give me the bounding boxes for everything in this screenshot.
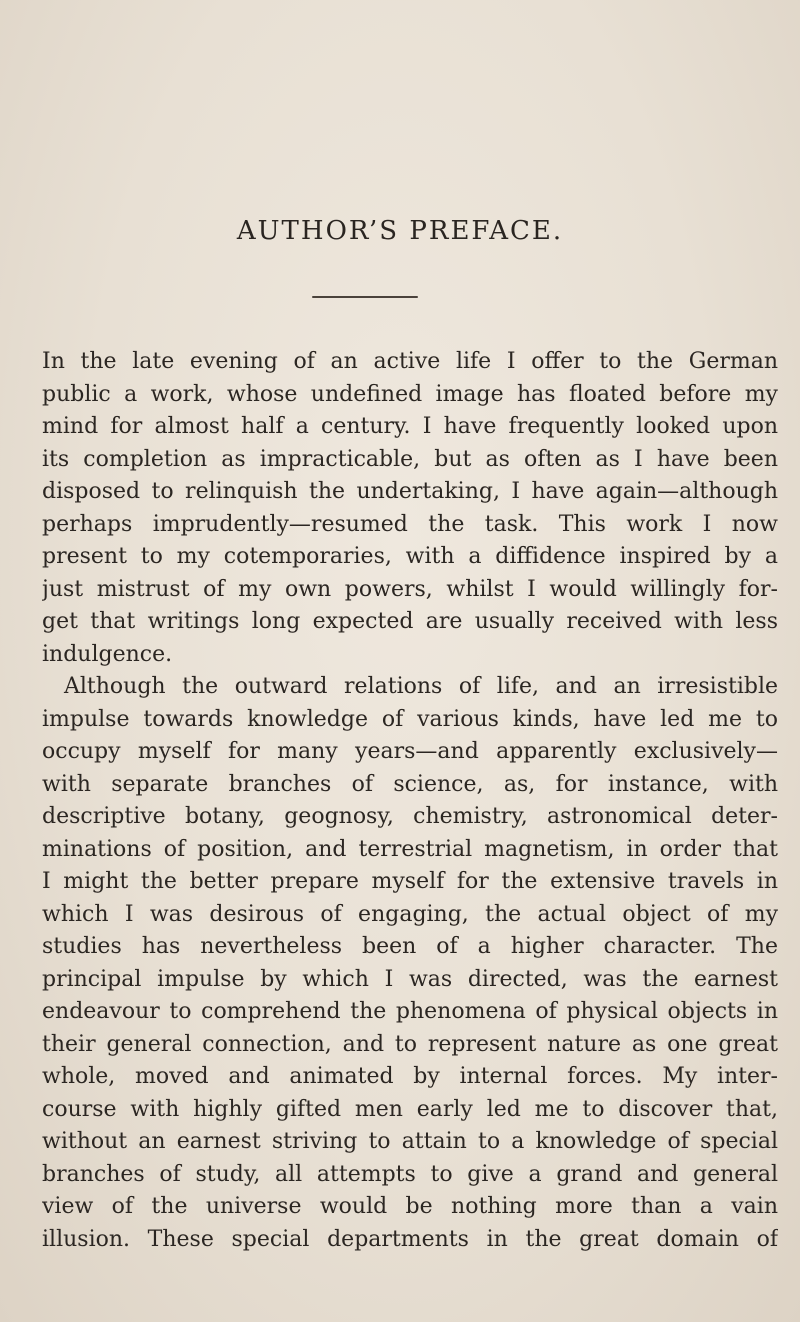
text-line: their general connection, and to represent nature as one great bbox=[42, 1031, 778, 1057]
text-line: present to my cotemporaries, with a diffidence inspired by a bbox=[42, 544, 778, 569]
preface-body bbox=[42, 346, 778, 1256]
text-line: with separate branches of science, as, for instance, with bbox=[42, 771, 778, 797]
text-line: illusion. These special departments in the great domain of bbox=[42, 1226, 778, 1252]
text-line: Although the outward relations of life, and an irresistible bbox=[64, 674, 778, 699]
text-line: minations of position, and terrestrial magnetism, in order that bbox=[42, 836, 778, 862]
text-line: public a work, whose undefined image has floated before my bbox=[42, 381, 778, 407]
text-line: perhaps imprudently—resumed the task. This work I now bbox=[42, 511, 778, 537]
text-line: whole, moved and animated by internal forces. My inter- bbox=[42, 1064, 778, 1089]
text-line: I might the better prepare myself for the extensive travels in bbox=[42, 869, 778, 894]
text-line: which I was desirous of engaging, the actual object of my bbox=[42, 901, 778, 927]
text-line: descriptive botany, geognosy, chemistry, astronomical deter- bbox=[42, 804, 778, 829]
text-line: branches of study, all attempts to give a grand and general bbox=[42, 1161, 778, 1187]
text-line: In the late evening of an active life I offer to the German bbox=[42, 349, 778, 374]
text-line: get that writings long expected are usually received with less bbox=[42, 609, 778, 634]
text-line: studies has nevertheless been of a higher character. The bbox=[42, 934, 778, 959]
text-line: endeavour to comprehend the phenomena of physical objects in bbox=[42, 999, 778, 1024]
text-line: view of the universe would be nothing more than a vain bbox=[42, 1194, 778, 1219]
text-line: without an earnest striving to attain to a knowledge of special bbox=[42, 1129, 778, 1154]
text-line: mind for almost half a century. I have frequently looked upon bbox=[42, 414, 778, 439]
page-title: AUTHOR’S PREFACE. bbox=[236, 216, 564, 246]
text-line: indulgence. bbox=[42, 641, 173, 667]
text-line: course with highly gifted men early led me to discover that, bbox=[42, 1096, 778, 1122]
text-line: just mistrust of my own powers, whilst I would willingly for- bbox=[42, 576, 778, 602]
text-line: disposed to relinquish the undertaking, I have again—although bbox=[42, 479, 778, 504]
title-rule bbox=[312, 296, 418, 298]
text-line: impulse towards knowledge of various kinds, have led me to bbox=[42, 706, 778, 732]
text-line: principal impulse by which I was directed, was the earnest bbox=[42, 966, 778, 992]
text-line: its completion as impracticable, but as often as I have been bbox=[42, 446, 778, 472]
text-line: occupy myself for many years—and apparently exclusively— bbox=[42, 739, 778, 764]
